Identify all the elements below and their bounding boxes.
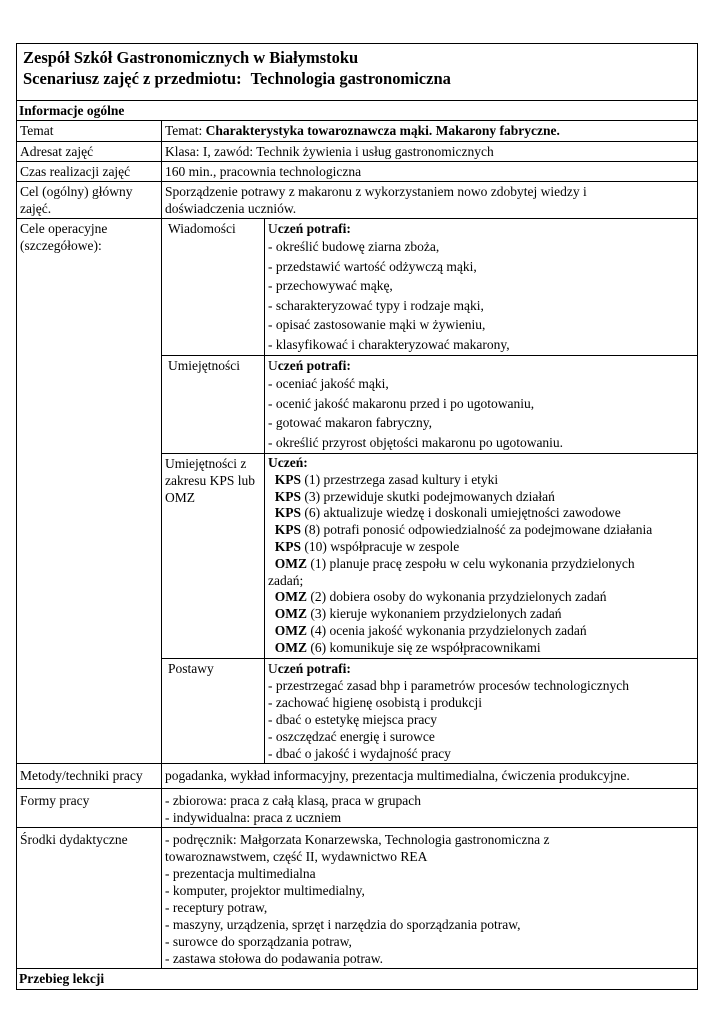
row-czas <box>17 162 698 182</box>
list-item: - oceniać jakość mąki, <box>268 376 389 391</box>
scenario-title <box>23 68 691 89</box>
competency-text: (1) przestrzega zasad kultury i etyki <box>301 471 499 487</box>
row-adresat <box>17 142 698 162</box>
head-u: U <box>268 660 278 676</box>
scenario-label: Scenariusz zajęć z przedmiotu: <box>23 69 242 88</box>
temat-prefix: Temat: <box>165 123 206 138</box>
competency-text: (6) komunikuje się ze współpracownikami <box>307 639 541 655</box>
head-rest: czeń potrafi: <box>277 660 351 676</box>
list-item: - przechowywać mąkę, <box>268 278 393 293</box>
competency-code: OMZ <box>274 639 307 655</box>
competency-code: OMZ <box>274 589 307 605</box>
competency-text: (6) aktualizuje wiedzę i doskonali umiejętności zawodowe <box>301 505 621 521</box>
row-wiadomosci <box>17 219 698 356</box>
list-item: - zbiorowa: praca z całą klasą, praca w grupach <box>165 792 421 808</box>
cel-value-line: Sporządzenie potrawy z makaronu z wykorzystaniem nowo zdobytej wiedzy i <box>165 184 587 199</box>
list-item <box>268 522 694 539</box>
list-item: - indywidualna: praca z uczniem <box>165 809 342 825</box>
section-lesson-row <box>17 968 698 989</box>
wiadomosci-label: Wiadomości <box>162 219 265 356</box>
list-item: - określić budowę ziarna zboża, <box>268 239 440 254</box>
list-item: - przedstawić wartość odżywczą mąki, <box>268 258 477 274</box>
srodki-value <box>162 827 698 968</box>
head-rest: czeń potrafi: <box>277 358 351 373</box>
wiadomosci-head <box>268 220 694 237</box>
competency-text: (3) przewiduje skutki podejmowanych działań <box>301 488 555 504</box>
competency-text: (1) planuje pracę zespołu w celu wykonania przydzielonych <box>307 555 635 571</box>
list-item <box>268 556 694 573</box>
lesson-info-table <box>16 100 698 990</box>
postawy-label: Postawy <box>162 658 265 763</box>
list-item: towaroznawstwem, część II, wydawnictwo REA <box>165 848 428 864</box>
temat-label: Temat <box>17 121 162 142</box>
metody-value: pogadanka, wykład informacyjny, prezentacja multimedialna, ćwiczenia produkcyjne. <box>162 763 698 788</box>
kps-label <box>162 454 265 659</box>
list-item: - zastawa stołowa do podawania potraw. <box>165 950 384 966</box>
list-item: - prezentacja multimedialna <box>165 865 316 881</box>
cel-value <box>162 182 698 219</box>
list-item <box>268 640 694 657</box>
list-item: - dbać o jakość i wydajność pracy <box>268 745 451 761</box>
head-u: U <box>268 358 278 373</box>
competency-text: (3) kieruje wykonaniem przydzielonych zadań <box>307 606 562 622</box>
list-item: - surowce do sporządzania potraw, <box>165 933 352 949</box>
section-general-row <box>17 101 698 121</box>
list-item <box>268 489 694 506</box>
list-item <box>268 472 694 489</box>
list-item: - dbać o estetykę miejsca pracy <box>268 711 438 727</box>
list-item: - scharakteryzować typy i rodzaje mąki, <box>268 297 484 313</box>
kps-head <box>268 455 694 472</box>
list-item <box>268 589 694 606</box>
document-header <box>16 43 698 100</box>
cel-label-line: Cel (ogólny) główny <box>20 184 133 199</box>
postawy-objectives <box>265 658 698 763</box>
row-metody <box>17 763 698 788</box>
competency-code: KPS <box>274 538 302 554</box>
head-rest: czeń potrafi: <box>277 221 351 236</box>
section-lesson-heading: Przebieg lekcji <box>17 968 698 989</box>
list-item: - opisać zastosowanie mąki w żywieniu, <box>268 317 486 332</box>
kps-label-line: OMZ <box>165 490 195 505</box>
competency-text: (2) dobiera osoby do wykonania przydzielonych zadań <box>307 589 607 605</box>
list-item: - komputer, projektor multimedialny, <box>165 882 365 898</box>
competency-code: KPS <box>274 488 302 504</box>
list-item: - receptury potraw, <box>165 899 268 915</box>
list-item-wrap: zadań; <box>268 572 304 588</box>
competency-text: (4) ocenia jakość wykonania przydzielonych zadań <box>307 622 587 638</box>
cele-operacyjne-label <box>17 219 162 764</box>
list-item: - przestrzegać zasad bhp i parametrów procesów technologicznych <box>268 677 629 693</box>
list-item <box>268 623 694 640</box>
wiadomosci-objectives <box>265 219 698 356</box>
cel-label-line: zajęć. <box>20 201 52 216</box>
kps-head-text: Uczeń: <box>268 455 308 470</box>
kps-objectives <box>265 454 698 659</box>
row-srodki <box>17 827 698 968</box>
adresat-label: Adresat zajęć <box>17 142 162 162</box>
list-item: - maszyny, urządzenia, sprzęt i narzędzia do sporządzania potraw, <box>165 916 521 932</box>
list-item: - gotować makaron fabryczny, <box>268 415 433 430</box>
lesson-plan-document <box>16 43 698 990</box>
competency-code: OMZ <box>274 555 307 571</box>
metody-label: Metody/techniki pracy <box>17 763 162 788</box>
czas-value: 160 min., pracownia technologiczna <box>162 162 698 182</box>
head-u: U <box>268 221 278 236</box>
kps-label-line: Umiejętności z <box>165 456 247 471</box>
list-item <box>268 539 694 556</box>
list-item: - podręcznik: Małgorzata Konarzewska, Technologia gastronomiczna z <box>165 831 550 847</box>
srodki-label: Środki dydaktyczne <box>17 827 162 968</box>
czas-label: Czas realizacji zajęć <box>17 162 162 182</box>
subject-name: Technologia gastronomiczna <box>250 69 451 88</box>
row-temat <box>17 121 698 142</box>
adresat-value: Klasa: I, zawód: Technik żywienia i usług gastronomicznych <box>162 142 698 162</box>
cele-label-line: Cele operacyjne <box>20 221 108 236</box>
kps-label-line: zakresu KPS lub <box>165 473 255 488</box>
competency-code: KPS <box>274 505 302 521</box>
competency-code: KPS <box>274 471 302 487</box>
umiejetnosci-head <box>268 357 694 374</box>
row-formy <box>17 788 698 827</box>
row-cel <box>17 182 698 219</box>
umiejetnosci-objectives <box>265 356 698 454</box>
list-item: - zachować higienę osobistą i produkcji <box>268 694 483 710</box>
cele-label-line: (szczegółowe): <box>20 238 102 253</box>
list-item: - klasyfikować i charakteryzować makarony, <box>268 336 510 352</box>
competency-text: (10) współpracuje w zespole <box>301 538 460 554</box>
temat-title: Charakterystyka towaroznawcza mąki. Makarony fabryczne. <box>205 123 560 138</box>
competency-text: (8) potrafi ponosić odpowiedzialność za podejmowane działania <box>301 522 653 538</box>
postawy-head <box>268 660 694 677</box>
competency-code: KPS <box>274 522 302 538</box>
formy-label: Formy pracy <box>17 788 162 827</box>
umiejetnosci-label: Umiejętności <box>162 356 265 454</box>
list-item <box>268 505 694 522</box>
temat-value <box>162 121 698 142</box>
cel-value-line: doświadczenia uczniów. <box>165 201 297 216</box>
competency-code: OMZ <box>274 622 307 638</box>
list-item: - oszczędzać energię i surowce <box>268 728 435 744</box>
list-item: - ocenić jakość makaronu przed i po ugotowaniu, <box>268 395 535 411</box>
list-item <box>268 606 694 623</box>
list-item: - określić przyrost objętości makaronu po ugotowaniu. <box>268 434 564 450</box>
section-general-heading: Informacje ogólne <box>17 101 698 121</box>
school-name: Zespół Szkół Gastronomicznych w Białymstoku <box>23 48 359 67</box>
formy-value <box>162 788 698 827</box>
competency-code: OMZ <box>274 606 307 622</box>
cel-label <box>17 182 162 219</box>
